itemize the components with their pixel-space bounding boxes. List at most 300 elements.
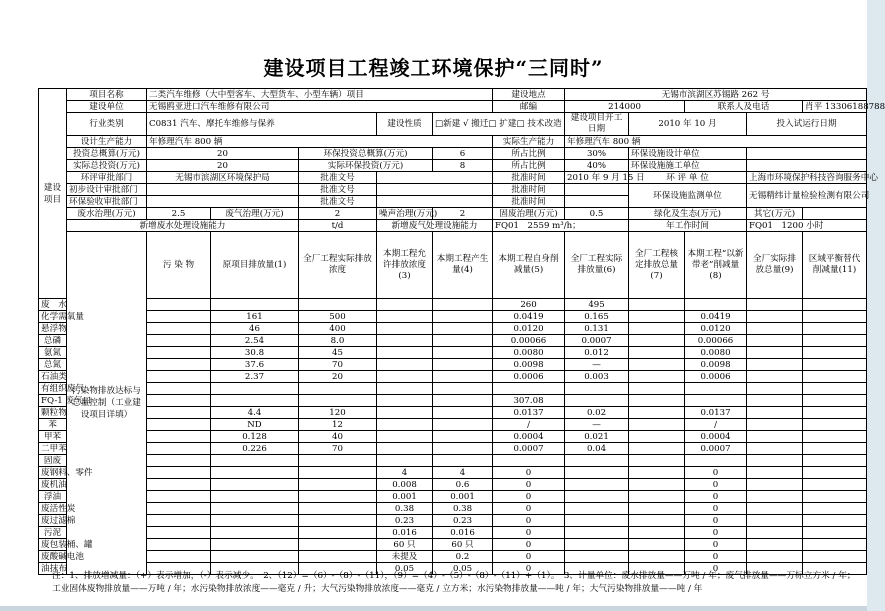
pollutant-value — [747, 431, 803, 443]
pollutant-value: 0.131 — [565, 323, 629, 335]
pollutant-value — [803, 443, 867, 455]
column-header: 本期工程产生量(4) — [433, 232, 493, 299]
construction-nature: □新建 √ 搬迁□ 扩建□ 技术改造 — [433, 113, 565, 136]
pollutant-value — [211, 527, 299, 539]
table-row — [39, 467, 867, 479]
pollutant-value — [747, 395, 803, 407]
pollutant-name: 氨氮 — [39, 347, 67, 359]
pollutant-value — [377, 311, 433, 323]
pollutant-value: 0.016 — [433, 527, 493, 539]
pollutant-value: 0 — [685, 551, 747, 563]
pollutant-value: 0.05 — [433, 563, 493, 575]
pollutant-value — [147, 503, 211, 515]
pollutant-value: 0.38 — [433, 503, 493, 515]
pollutant-value — [377, 371, 433, 383]
pollutant-value: 0 — [685, 539, 747, 551]
column-header: 污 染 物 — [147, 232, 211, 299]
pollutant-value: 0.0137 — [493, 407, 565, 419]
table-row — [39, 551, 867, 563]
pollutant-value: 0.38 — [377, 503, 433, 515]
pollutant-value — [211, 299, 299, 311]
table-row — [39, 443, 867, 455]
pollutant-value: 0.0098 — [493, 359, 565, 371]
pollutant-value — [433, 299, 493, 311]
pollutant-value: 0 — [493, 515, 565, 527]
pollutant-value — [147, 395, 211, 407]
pollutant-value — [685, 395, 747, 407]
pollutant-value — [803, 311, 867, 323]
pollutant-value — [147, 443, 211, 455]
pollutant-value — [747, 527, 803, 539]
pollutant-value: 0.0120 — [685, 323, 747, 335]
table-row — [39, 503, 867, 515]
pollutant-value — [747, 443, 803, 455]
pollutant-value — [747, 551, 803, 563]
industry-category: C0831 汽车、摩托车维修与保养 — [147, 113, 377, 136]
pollutant-value — [299, 527, 377, 539]
pollutant-name: 废 水 — [39, 299, 67, 311]
pollutant-value — [803, 395, 867, 407]
pollutant-value — [211, 503, 299, 515]
pollutant-value — [565, 479, 629, 491]
pollutant-value — [147, 359, 211, 371]
table-row — [39, 431, 867, 443]
pollutant-value — [377, 419, 433, 431]
pollutant-value — [629, 455, 685, 467]
table-row — [39, 419, 867, 431]
pollutant-value: 0.23 — [377, 515, 433, 527]
pollutant-value — [147, 455, 211, 467]
pollutant-name: 总磷 — [39, 335, 67, 347]
pollutant-value: 0.0080 — [685, 347, 747, 359]
pollutant-value — [299, 455, 377, 467]
footnote: 注：1、排放增减量：（+）表示增加，（-）表示减少。 2、（12）=（6）-（8）-（11），（9）=（4）-（5）-（8）-（11）+（1）。 3、计量单位：废水排放量——万吨 / 年；废气排放量——万标立方米 / 年；工业固体废物排放量——万吨 / 年；水污染物排放浓度——毫克 / 升；大气污染物排放浓度——毫克 / 立方米；水污染物排放量——吨 / 年；大气污染物排放量——吨 / 年 — [52, 571, 856, 594]
table-row — [39, 479, 867, 491]
pollutant-name: 浮油 — [39, 491, 67, 503]
pollutant-value — [803, 515, 867, 527]
pollutant-value: 0.2 — [433, 551, 493, 563]
table-row — [39, 383, 867, 395]
pollutant-value — [803, 383, 867, 395]
pollutant-value — [803, 407, 867, 419]
pollutant-value: 12 — [299, 419, 377, 431]
pollutant-value: 0.00066 — [685, 335, 747, 347]
table-row — [39, 491, 867, 503]
pollutant-value — [803, 503, 867, 515]
pollutant-value — [747, 419, 803, 431]
pollutant-value — [803, 359, 867, 371]
pollutant-value — [433, 395, 493, 407]
pollutant-value: ND — [211, 419, 299, 431]
pollutant-value — [211, 467, 299, 479]
pollutant-value: 307.08 — [493, 395, 565, 407]
eia-department: 无锡市滨湖区环境保护局 — [147, 172, 299, 184]
pollutant-value: 0.226 — [211, 443, 299, 455]
table-row — [39, 371, 867, 383]
pollutant-name: 二甲苯 — [39, 443, 67, 455]
pollutant-value — [147, 491, 211, 503]
pollutant-value — [299, 539, 377, 551]
pollutant-name: 废活性炭 — [39, 503, 67, 515]
pollutant-name: 废过滤棉 — [39, 515, 67, 527]
pollutant-value: 260 — [493, 299, 565, 311]
pollutant-value — [803, 431, 867, 443]
pollutant-value — [377, 443, 433, 455]
pollutant-value — [377, 359, 433, 371]
pollutant-value: 60 只 — [377, 539, 433, 551]
pollutant-value — [747, 371, 803, 383]
column-header: 本期工程“以新带老”削减量(8) — [685, 232, 747, 299]
pollutant-value: 0.05 — [377, 563, 433, 575]
monitor-unit: 无锡精纬计量检验检测有限公司 — [747, 184, 867, 208]
column-header: 全厂工程实际排放量(6) — [565, 232, 629, 299]
construction-unit: 无锡鸥亚进口汽车维修有限公司 — [147, 101, 493, 113]
pollutant-value — [211, 395, 299, 407]
pollutant-value — [299, 467, 377, 479]
pollutant-value — [147, 371, 211, 383]
pollutant-value: 0 — [493, 467, 565, 479]
pollutant-value — [565, 551, 629, 563]
pollutant-value — [803, 455, 867, 467]
pollutant-value — [747, 323, 803, 335]
pollutant-value — [433, 371, 493, 383]
pollutant-value: 0.0419 — [685, 311, 747, 323]
pollutant-value — [629, 395, 685, 407]
pollutant-value — [629, 299, 685, 311]
pollutant-value — [803, 467, 867, 479]
pollutant-value — [147, 431, 211, 443]
pollutant-name: 总氮 — [39, 359, 67, 371]
pollutant-value: 70 — [299, 359, 377, 371]
pollutant-name: 甲苯 — [39, 431, 67, 443]
pollutant-value: 4.4 — [211, 407, 299, 419]
pollutant-value — [747, 455, 803, 467]
pollutant-value — [803, 323, 867, 335]
pollutant-value — [377, 323, 433, 335]
section-pollutant-label: 污染物排放达标与总量控制（工业建设项目详填） — [67, 232, 147, 575]
pollutant-value: 0 — [493, 503, 565, 515]
pollutant-value: 0.128 — [211, 431, 299, 443]
table-row — [39, 323, 867, 335]
eia-time: 2010 年 9 月 15 日 — [565, 172, 629, 184]
pollutant-value — [299, 479, 377, 491]
pollutant-value: 20 — [299, 371, 377, 383]
pollutant-value — [747, 383, 803, 395]
table-row — [39, 395, 867, 407]
pollutant-value — [147, 347, 211, 359]
pollutant-value: 8.0 — [299, 335, 377, 347]
pollutant-value: 0 — [493, 551, 565, 563]
pollutant-value: 0 — [685, 467, 747, 479]
column-header: 本期工程允许排放浓度(3) — [377, 232, 433, 299]
table-row — [39, 335, 867, 347]
column-header: 全厂实际排放总量(9) — [747, 232, 803, 299]
pollutant-value — [493, 383, 565, 395]
pollutant-value — [377, 383, 433, 395]
table-row — [39, 299, 867, 311]
pollutant-value — [803, 371, 867, 383]
pollutant-value: 0.0006 — [493, 371, 565, 383]
table-row — [39, 527, 867, 539]
pollutant-name: 废钢料、零件 — [39, 467, 67, 479]
table-row — [39, 515, 867, 527]
pollutant-value — [433, 407, 493, 419]
pollutant-name: 固废 — [39, 455, 67, 467]
pollutant-value — [147, 407, 211, 419]
pollutant-value — [565, 455, 629, 467]
pollutant-value — [147, 539, 211, 551]
pollutant-value: / — [685, 419, 747, 431]
pollutant-value — [299, 395, 377, 407]
pollutant-value: 0.0419 — [493, 311, 565, 323]
pollutant-value — [747, 407, 803, 419]
pollutant-value: 40 — [299, 431, 377, 443]
postcode: 214000 — [565, 101, 685, 113]
pollutant-value — [211, 515, 299, 527]
pollutant-value: 161 — [211, 311, 299, 323]
pollutant-value — [565, 383, 629, 395]
pollutant-name: 污泥 — [39, 527, 67, 539]
pollutant-value — [747, 467, 803, 479]
pollutant-value: — — [565, 359, 629, 371]
pollutant-value: 70 — [299, 443, 377, 455]
pollutant-value: 0.016 — [377, 527, 433, 539]
pollutant-value: 0 — [685, 503, 747, 515]
pollutant-value — [147, 479, 211, 491]
pollutant-value — [299, 491, 377, 503]
column-header: 全厂工程实际排放浓度 — [299, 232, 377, 299]
pollutant-value — [747, 335, 803, 347]
pollutant-value — [433, 431, 493, 443]
pollutant-value — [377, 299, 433, 311]
pollutant-value: 0.0006 — [685, 371, 747, 383]
pollutant-value — [685, 299, 747, 311]
design-capacity: 年修理汽车 800 辆 — [147, 136, 493, 148]
pollutant-value — [747, 311, 803, 323]
table-row — [39, 359, 867, 371]
pollutant-value: 495 — [565, 299, 629, 311]
pollutant-value — [629, 467, 685, 479]
pollutant-value — [147, 335, 211, 347]
pollutant-value — [433, 443, 493, 455]
pollutant-value — [211, 539, 299, 551]
pollutant-value — [629, 359, 685, 371]
pollutant-value: 500 — [299, 311, 377, 323]
pollutant-value: 0.001 — [377, 491, 433, 503]
pollutant-value: 0.04 — [565, 443, 629, 455]
pollutant-name: 有组织废气 — [39, 383, 67, 395]
pollutant-value: 0 — [493, 563, 565, 575]
table-row — [39, 311, 867, 323]
column-header: 区域平衡替代削减量(11) — [803, 232, 867, 299]
pollutant-name: 颗粒物 — [39, 407, 67, 419]
pollutant-value — [299, 383, 377, 395]
pollutant-value: 30.8 — [211, 347, 299, 359]
pollutant-value — [211, 491, 299, 503]
summary-table: 建设项目 项目名称 二类汽车维修（大中型客车、大型货车、小型车辆）项目 建设地点 无锡市滨湖区苏锡路 262 号 建设单位 无锡鸥亚进口汽车维修有限公司 邮编 214000 联系人及电话 肖平 13306188788 行业类别 C0831 汽车、摩托车维修与保养 建设性质 □新建 √ 搬迁□ 扩建□ 技术改造 建设项目开工日期 2010 年 10 月 投入试运行日期 设计生产能力 年修理汽车 800 辆 实际生产能力 年修理汽车 800 辆 投资总概算(万元) 20 环保投资总概算(万元) 6 所占比例 30% 环保设施设计单位 实际总投资(万元) 20 实际环保投资(万元) 8 所占比例 40% 环保设施施工单位 环评审批部门 无锡市滨湖区环境保护局 批准文号 批准时间 2010 年 9 月 15 日 环 评 单 位 上海市环境保护科技咨询服务中心 初步设计审批部门 批准文号 批准时间 环保设施监测单位 无锡精纬计量检验检测有限公司 环保验收审批部门 批准文号 批准时间 废水治理(万元) 2.5 废气治理(万元) 2 噪声治理(万元) 2 固废治理(万元) 0.5 绿化及生态(万元) 其它(万元) 新增废水处理设施能力 t/d 新增废气处理设施能力 FQ01 2559 m³/h； 年工作时间 FQ01 1200 小时 污染物排放达标与总量控制（工业建设项目详填） 污 染 物 原项目排放量(1) 全厂工程实际排放浓度 本期工程允许排放浓度(3) 本期工程产生量(4) 本期工程自身削减量(5) 全厂工程实际排放量(6) 全厂工程核定排放总量(7) 本期工程“以新带老”削减量(8) 全厂实际排放总量(9) 区域平衡替代削减量(11) 废 水 260 495 化学需氧量 161 500 0.0419 0.165 0.0419 悬浮物 46 400 0.0120 0.131 0.0120 总磷 2.54 8.0 0.00066 0.0007 0.00066 氨氮 30.8 45 0.0080 0.012 0.0080 总氮 37.6 70 0.0098 — 0.0098 石油类 2.37 20 0.0006 0.003 0.0006 有组织废气 FQ-1 废气口 307.08 颗粒物 4.4 120 0.0137 0.02 0.0137 苯 ND 12 / — / 甲苯 0.128 40 0.0004 0.021 0.0004 二甲苯 0.226 70 0.0007 0.04 0.0007 固废 废钢料、零件 4 4 0 0 废机油 0.008 0.6 0 0 浮油 0.001 0.001 0 0 废活性炭 0.38 0.38 0 0 废过滤棉 0.23 0.23 0 0 污泥 0.016 0.016 0 0 废包装桶、罐 60 只 60 只 0 0 废酸碱电池 未提及 0.2 0 0 油抹布 0.05 0.05 0 0 — [38, 88, 867, 575]
pollutant-value: 0 — [685, 527, 747, 539]
pollutant-value: 0 — [685, 515, 747, 527]
start-date: 2010 年 10 月 — [629, 113, 747, 136]
pollutant-value — [377, 335, 433, 347]
pollutant-value — [565, 503, 629, 515]
pollutant-value: 4 — [433, 467, 493, 479]
project-location: 无锡市滨湖区苏锡路 262 号 — [565, 89, 867, 101]
pollutant-value: 未提及 — [377, 551, 433, 563]
pollutant-value: 0.0007 — [685, 443, 747, 455]
pollutant-value: 0.02 — [565, 407, 629, 419]
pollutant-value — [147, 515, 211, 527]
pollutant-value — [377, 431, 433, 443]
pollutant-value — [629, 491, 685, 503]
pollutant-value — [433, 347, 493, 359]
pollutant-value: 120 — [299, 407, 377, 419]
pollutant-value — [629, 551, 685, 563]
pollutant-value: 2.54 — [211, 335, 299, 347]
pollutant-value: 0 — [685, 491, 747, 503]
pollutant-value — [565, 539, 629, 551]
pollutant-value: 400 — [299, 323, 377, 335]
pollutant-value — [433, 419, 493, 431]
pollutant-value — [803, 527, 867, 539]
table-row — [39, 539, 867, 551]
pollutant-value — [747, 539, 803, 551]
pollutant-value: 0 — [493, 539, 565, 551]
pollutant-value — [211, 383, 299, 395]
pollutant-value — [299, 299, 377, 311]
pollutant-value: 46 — [211, 323, 299, 335]
pollutant-value: 0 — [493, 527, 565, 539]
pollutant-name: 石油类 — [39, 371, 67, 383]
pollutant-value — [629, 515, 685, 527]
pollutant-value: 0.0004 — [493, 431, 565, 443]
pollutant-value — [147, 527, 211, 539]
pollutant-value — [629, 323, 685, 335]
pollutant-value — [433, 311, 493, 323]
pollutant-value — [629, 335, 685, 347]
pollutant-value — [299, 515, 377, 527]
pollutant-name: FQ-1 废气口 — [39, 395, 67, 407]
pollutant-value — [685, 455, 747, 467]
pollutant-value: 37.6 — [211, 359, 299, 371]
pollutant-name: 废机油 — [39, 479, 67, 491]
pollutant-value — [629, 311, 685, 323]
pollutant-value — [299, 503, 377, 515]
pollutant-value: 0 — [493, 491, 565, 503]
pollutant-value — [629, 539, 685, 551]
eia-unit: 上海市环境保护科技咨询服务中心 — [747, 172, 867, 184]
pollutant-value: 0.23 — [433, 515, 493, 527]
pollutant-value — [803, 299, 867, 311]
pollutant-value: 0 — [685, 563, 747, 575]
pollutant-value: 0.165 — [565, 311, 629, 323]
pollutant-value: — — [565, 419, 629, 431]
pollutant-value: 0.0137 — [685, 407, 747, 419]
pollutant-name: 废包装桶、罐 — [39, 539, 67, 551]
column-header: 原项目排放量(1) — [211, 232, 299, 299]
pollutant-value: / — [493, 419, 565, 431]
pollutant-name: 废酸碱电池 — [39, 551, 67, 563]
pollutant-value — [803, 491, 867, 503]
column-header: 全厂工程核定排放总量(7) — [629, 232, 685, 299]
pollutant-value — [565, 395, 629, 407]
pollutant-value — [747, 479, 803, 491]
pollutant-value — [629, 407, 685, 419]
pollutant-value: 0 — [685, 479, 747, 491]
pollutant-value: 0.0080 — [493, 347, 565, 359]
pollutant-value — [565, 527, 629, 539]
pollutant-value — [747, 359, 803, 371]
pollutant-value — [299, 551, 377, 563]
pollutant-value — [211, 479, 299, 491]
pollutant-value — [433, 359, 493, 371]
pollutant-value: 2.37 — [211, 371, 299, 383]
pollutant-value — [147, 383, 211, 395]
section-project-label: 建设项目 — [39, 89, 67, 299]
horizontal-scrollbar[interactable] — [0, 606, 867, 611]
pollutant-value — [747, 491, 803, 503]
pollutant-name: 油抹布 — [39, 563, 67, 575]
pollutant-value — [747, 515, 803, 527]
pollutant-value — [629, 443, 685, 455]
pollutant-value — [147, 323, 211, 335]
column-header: 本期工程自身削减量(5) — [493, 232, 565, 299]
pollutant-value — [147, 467, 211, 479]
pollutant-value — [377, 455, 433, 467]
pollutant-name: 悬浮物 — [39, 323, 67, 335]
pollutant-value — [565, 467, 629, 479]
table-row — [39, 407, 867, 419]
pollutant-value — [211, 551, 299, 563]
pollutant-value: 0.00066 — [493, 335, 565, 347]
pollutant-value: 4 — [377, 467, 433, 479]
pollutant-value — [147, 419, 211, 431]
pollutant-value — [629, 503, 685, 515]
pollutant-value — [147, 311, 211, 323]
pollutant-value: 0.001 — [433, 491, 493, 503]
pollutant-value — [629, 479, 685, 491]
pollutant-value — [629, 419, 685, 431]
pollutant-value — [433, 335, 493, 347]
pollutant-value: 0 — [493, 479, 565, 491]
pollutant-value — [803, 479, 867, 491]
pollutant-value — [803, 551, 867, 563]
pollutant-value — [747, 503, 803, 515]
contact-phone: 肖平 13306188788 — [803, 101, 867, 113]
pollutant-value: 0.0007 — [493, 443, 565, 455]
project-name: 二类汽车维修（大中型客车、大型货车、小型车辆）项目 — [147, 89, 493, 101]
pollutant-value: 0.0004 — [685, 431, 747, 443]
pollutant-value — [377, 395, 433, 407]
pollutant-value — [377, 407, 433, 419]
pollutant-value: 0.0007 — [565, 335, 629, 347]
pollutant-value — [211, 455, 299, 467]
pollutant-value: 0.021 — [565, 431, 629, 443]
pollutant-value: 0.012 — [565, 347, 629, 359]
pollutant-value — [147, 551, 211, 563]
pollutant-value — [433, 455, 493, 467]
pollutant-value: 45 — [299, 347, 377, 359]
document-title: 建设项目工程竣工环境保护“三同时” — [263, 56, 604, 80]
pollutant-value — [629, 347, 685, 359]
pollutant-value: 0.008 — [377, 479, 433, 491]
pollutant-value — [147, 299, 211, 311]
pollutant-value — [747, 299, 803, 311]
pollutant-value — [803, 539, 867, 551]
pollutant-value — [629, 431, 685, 443]
pollutant-value — [433, 323, 493, 335]
pollutant-name: 苯 — [39, 419, 67, 431]
